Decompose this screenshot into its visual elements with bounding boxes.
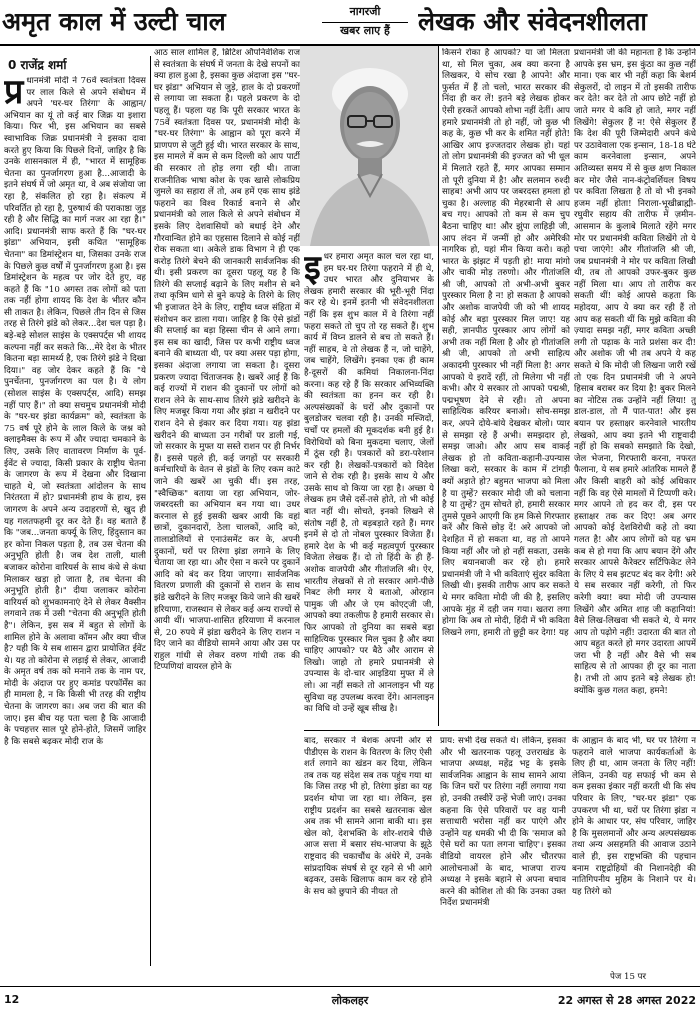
column-divider [438, 46, 439, 726]
column-label-line1: नागरजी [349, 5, 381, 18]
right-article-column-1-text: किसने रोका है आपको? या जो मिलता था, सो मिल चुका, अब क्या करना है लिखकर, ये सोच रखा है आपने! और फुर्सत में हैं तो चलो, भारत सरकार की निंदा ही कर लें! इतने बड़े लेखक होकर ऐसी हरकतें आपको शोभा नहीं देतीं। आप हमारे प्रधानमंत्री तो हो नहीं, जो कुछ भी कह के, कुछ भी कर के शमित नहीं होते! आखिर आप इज्जतदार लेखक हो। यहां तो लोग प्रधानमंत्री की इज्जत को भी धूल में मिलाते रहते हैं, मगर आपका सम्मान तो पूरी दुनिया में है! और सलमान रुश्दी साहब! अभी आप पर जबरदस्त हमला हो चुका है। अल्लाह की मेहरबानी से आप बच गए। आपको तो कम से कम चुप बैठना चाहिए था! और झुंपा लाहिड़ी जी, आप लंदन में जन्मीं हो और अमेरिकी नागरिक हो, यहां मीन किया करो। कहो भारत के झंझट में पड़ती हो! माया मांगो और चाकी मोड़ तरुणो। और गीतांजलि श्री जी, आपको तो अभी-अभी बुकर पुरस्कार मिला है न! हो सकता है आपको और अशोक वाजपेयी जी को भी शायद कोई और बड़ा पुरस्कार मिल जाए! यह सही, ज्ञानपीठ पुरस्कार आप लोगों को अभी तक नहीं मिला है और हो गीतांजलि श्री जी, आपको तो अभी साहित्य अकादमी पुरस्कार भी नहीं मिला है! अगर आपको ये इरादें रहीं, तो मिलेगा भी नहीं कभी। और ये सरकार तो आपको पद्मश्री, पद्मभूषण देने से रही। तो अपना साहित्यिक करियर बनाओ। सोच-समझ कर, अपने दोये-बांये देखकर बोलो। प्यार से समझा रहे हैं अभी। समझदार हो, समझ जाओ। और आप सब वाकई लेखक हो तो कविता-कहानी-उपन्यास लिखा करो, सरकार के काम में टांगड़ी क्यों अड़ाते हो? बहुमत भाजपा को मिला है या तुम्हें? सरकार मोदी जी को चलाना है या तुम्हें? तुम सोचते हो, हमारी सरकार तुमसे पूछने आएगी कि हम किसे गिरफ्तार करें और किसे छोड़ दें! अरे आपको जो देशहित में हो सकता था, वह तो आपने किया नहीं और जो हो नहीं सकता, उसके लिए बयानबाजी कर रहे हो। हमारे प्रधानमंत्री जी ने भी कविताएं सुंदर कविता लिखी थी। इसकी तारीफ आप कर सकते थे मगर कविता मोदी जी की है, इसलिए आपके मुंह में दही जम गया। खतरा लगा होगा कि अब तो मोदी, हिंदी में भी कविता लिखने लगा, हमारी तो छुट्टी कर देगा! यह [442, 48, 570, 638]
publication-name: लोकलहर [331, 994, 369, 1007]
left-article-column-3-text: धर हमारा अमृत काल चल रहा था, हम घर-घर तिरंगा फहराने में ही थे, उधर भारत और दुनियाभर के लेखक हमारी सरकार की भूरी-भूरी निंदा कर रहे थे। इनमें इतनी भी संवेदनशीलता नहीं कि इस शुभ काल में वे तिरंगा नहीं फहरा सकते तो चुप तो रह सकते हैं। शुभ कार्य में विघ्न डालने से बच तो सकते हैं। नहीं साहब, वे तो लेखक हैं न, जो चाहेंगे, जब चाहेंगे, लिखेंगे। इनका एक ही काम है-दूसरों की कमियां निकालना-निंदा करना। कह रहे हैं कि सरकार अभिव्यक्ति की स्वतंत्रता का हनन कर रही है। अल्पसंख्यकों के घरों और दुकानों पर बुलडोजर चलवा रही है। उनकी मस्जिदों, चर्चों पर हमलों की मूकदर्शक बनी हुई है। विरोधियों को बिना मुकदमा चलाए, जेलों में ठूंस रही है। पत्रकारों को डरा-परेशान कर रही है। लेखकों-पत्रकारों को विदेश जाने से रोक रही है। इसके साथ ये और उसके साथ वो किया जा रहा है। अच्छा ये लेखक हम जैसे दर्से-तसे होते, तो भी कोई बात नहीं थी। सोचते, इनको लिखने से संतोष नहीं है, तो बड़बड़ाते रहते हैं। मगर इनमें से दो तो नोबल पुरस्कार विजेता हैं। हमारे देश के भी कई महत्वपूर्ण पुरस्कार विजेता लेखक हैं। दो तो हिंदी के ही हैं-अशोक वाजपेयी और गीतांजलि श्री। ऐर, भारतीय लेखकों से तो सरकार आगे-पीछे निबट लेगी मगर ये बताओ, ओरहान पामुक जी और जे एम कोएट्जी जी, आपको क्या तकलीफ है हमारी सरकार से। फिर आपको तो दुनिया का सबसे बड़ा साहित्यिक पुरस्कार मिल चुका है और क्या चाहिए आपको? पर बैठे और आराम से लिखो। जाहो तो हमारे प्रधानमंत्री से उपन्यास के दो-चार आइडिया मुफ्त में ले लो। आ नहीं सकते तो आनलाइन भी यह सुविधा वह उपलब्ध करवा देंगे। आनलाइन का विधि वो उन्हें खूब सीख है। [304, 252, 434, 715]
left-article-column-1 [4, 76, 146, 966]
left-article-column-3 [304, 252, 434, 718]
right-article-column-2-text: प्रधानमंत्री जी की महानता है कि उन्होंने आपके इस भ्रम, इस कुंठा का कुछ नहीं माना। एक बार भी नहीं कहा कि बेशर्म सेकुलरों, दो लाइन में तो इसकी तारीफ कर देते! कर देते तो आप छोटे नहीं हो जाते मगर ये कवि हो जाते, मगर नहीं लिखेंगे! सेकुलर हैं न! ऐसे सेकुलर हैं कि देश की पूरी जिम्मेदारी अपने कंधे पर उठावेवाला एक इन्सान, 18-18 घंटे काम करनेवाला इन्सान, अपने अतिव्यस्त समय में से कुछ क्षण निकाल कर मोर जैसे नान-कंट्रोवर्शियल विषय पर कविता लिखता है तो वो भी इनको हजम नहीं होता! निराला-भूखीब्राह्मी-रघुवीर सहाय की तारीफ में ज़मीन-आसमान के कुलाबे मिलाते रहेंगे मगर मोर पर प्रधानमंत्री कविता लिखेंगे तो ये पचा जाएंगे! और गीतांजलि श्री जी, जब प्रधानमंत्री ने मोर पर कविता लिखी थी, तब तो आपको उफर-बुकर कुछ नहीं मिला था। आप तो तारीफ कर सकती थीं! कोई आपसे कहता कि महोदया, आप ये क्या कर रही हैं तो आप कह सकती थीं कि मुझे कविता की ज़्यादा समझ नहीं, मगर कविता अच्छी लगी तो पढ़ाक के नाते प्रशंसा कर दी! और अशोक जी भी तब अपने ये कह सकते थे कि मोदी जी लिखना जारी रखें तो एक दिन प्रधानमंत्री जी ने अपने हिसाब बराबर कर दिया है! बुकर मिलने का नोटिस तक उन्होंने नहीं लिया! तु डाल-डाल, तो मैं पात-पात! और इस बयान पर हस्ताक्षर करनेवाले भारतीय लेखको, आप क्या इतने भी राष्ट्रवादी नहीं हो कि सबको समझाते कि देखो, जेल भेजना, गिरफ्तारी करना, नफरत फैलाना, ये सब हमारे आंतरिक मामले हैं और किसी बाहरी को कोई अधिकार नहीं कि वह ऐसे मामलों में टिप्पणी करे। मगर आपने तो हद कर दी, इस पर हस्ताक्षर तक कर दिए! अब अगर आपको कोई देशविरोधी कहे तो क्या गलत है! और आप लोगों को यह भ्रम कब से हो गया कि आप बयान देंगे और सरकार आपसे कैरेक्टर सर्टिफिकेट लेने के लिए ये सब झटपट बंद कर देगी! अरे ये सब सरकार नहीं करेगी, तो फिर करेगी क्या! क्या मोदी जी उपन्यास लिखेंगे और अमित शाह जी कहानियां! वैसे लिख-लिखवा भी सकते थे, ये मगर आप तो पढ़ोगे नहीं! उदारता की बात तो आप बहुत करते हो मगर उदारता आपमें जरा भी है नहीं और वैसे भी सब साहित्य से तो आपका ही दूर का नाता है। तभी तो आप इतने बड़े लेखक हो! क्योंकि कुछ गलत कहा, हमने! [574, 48, 696, 696]
bottom-column-2-text: प्राय: सभी देख सकते थे। लेकिन, इसका और भी खतरनाक पहलू उत्तराखंड के भाजपा अध्यक्ष, महेंद्र भट्ट के इसके सार्वजनिक आह्वान के साथ सामने आया कि जिन घरों पर तिरंगा नहीं लगाया गया हो, उनकी तस्वीरें उन्हें भेजी जाएं। उनका कहना कि ऐसे परिवारों पर वह यानी सत्ताधारी भरोसा नहीं कर पाएंगे और उन्होंने यह धमकी भी दी कि 'समाज को ऐसे घरों का पता लगना चाहिए'। इसका वीडियो वायरल होने और चौतरफा आलोचनाओं के बाद, भाजपा राज्य अध्यक्ष ने इसके बहाने से अपना बचाव करने की कोशिश तो की कि उनका उक्त निर्देश प्रधानमंत्री [440, 736, 566, 909]
portrait-image [300, 46, 438, 246]
bottom-column-3 [572, 736, 696, 966]
left-article-column-1-text: धानमंत्री मोदी ने 76वें स्वतंत्रता दिवस पर लाल किले से अपने संबोधन में अपने 'घर-घर तिरंगा' के आह्वान/अभियान का यूं तो कई बार जिक्र या इशारा किया। फिर भी, इस अभियान का सबसे स्वाभाविक जिक्र प्रधानमंत्री ने इसका दावा करते हुए किया कि पिछले दिनों, जाहिर है कि उनके शासनकाल में ही, "भारत में सामूहिक चेतना का पुनर्जागरण हुआ है...आजादी के इतने संघर्ष में जो अमृत था, वे अब संजोया जा रहा है, संकलित हो रहा है। संकल्प में परिवर्तित हो रहा है, पुरुषार्थ की पराकाष्ठा जुड़ रही है और सिद्धि का मार्ग नजर आ रहा है।" आदि। प्रधानमंत्री साफ करते हैं कि "घर-घर झंडा" अभियान, इसी कथित "सामूहिक चेतना" का डिमांस्ट्रेशन था, जिसका उनके राज के पिछले कुछ वर्षों में पुनर्जागरण हुआ है। इस डिमांस्ट्रेशन के महत्व पर जोर देते हुए, वह कहते हैं कि "10 अगस्त तक लोगों को पता तक नहीं होगा शायद कि देश के भीतर कौन सी ताकत है। लेकिन, पिछले तीन दिन से जिस तरह से तिरंगे झंडे को लेकर...देश चल पड़ा है। बड़े-बड़े सोशल साइंस के एक्सपर्ट्स भी शायद कल्पना नहीं कर सकते कि...मेरे देश के भीतर कितना बड़ा सामर्थ्य है, एक तिरंगे झंडे ने दिखा दिया।" वह जोर देकर कहते हैं कि "ये पुनर्चेतना, पुनर्जागरण का पल है। ये लोग (सोशल साइंस के एक्सपर्ट्स, आदि) समझ नहीं पाए हैं।" तो क्या सचमुच प्रधानमंत्री मोदी के "घर-घर झंडा कार्यक्रम" को, स्वतंत्रता के 75 वर्ष पूरे होने के लाल किले के जश्न को क्लाइमैक्स के रूप में और ज्यादा चमकाने के लिए, उसके लिए वातावरण निर्माण के पूर्व-ईवेंट से ज्यादा, किसी प्रकार के राष्ट्रीय चेतना के जागरण के रूप में देखना और दिखाना चाहते थे, जो स्वतंत्रता आंदोलन के साथ निरंतरता में हो? प्रधानमंत्री हाथ के हाथ, इस जागरण के अपने अन्य उदाहरणों से, खुद ही यह गलतफहमी दूर कर देते हैं। वह बताते हैं कि "जब...जनता कर्फ्यू के लिए, हिंदुस्तान का हर कोना निकल पड़ता है, तब उस चेतना की अनुभूति होती है। जब देश ताली, थाली बजाकर कोरोना वारियर्स के साथ कंधे से कंधा मिलाकर खड़ा हो जाता है, तब चेतना की अनुभूति होती है।" दीया जलाकर कोरोना वारियर्स को शुभकामनाएं देने से लेकर वैक्सीन लगवाने तक में उसी "चेतना की अनुभूति होती है"। लेकिन, इस सब में बहुत से लोगों के शामिल होने के अलावा कॉमन और क्या चीज है? यही कि ये सब शासन द्वारा प्रायोजित ईवेंट थे। यह तो कोरोना से लड़ाई से लेकर, आजादी के अमृत वर्ष तक को मनाने तक के नाम पर, मोदी के अंदाज पर हुए कमांड परफॉर्मेंस का ही मामला है, न कि किसी भी तरह की राष्ट्रीय चेतना के जागरण का। अब जरा की बात की जाए। इस बीच यह पता चला है कि आजादी के पचहत्तर साल पूरे होने-होते, जिसमें जाहिर है कि सबसे बढ़कर मोदी राज के [4, 76, 146, 747]
author-byline: 0 राजेंद्र शर्मा [8, 58, 67, 72]
column-divider [150, 56, 151, 966]
right-article-column-1 [442, 48, 570, 726]
left-article-column-2-text: आठ साल शामिल हैं, ब्रिटिश औपनिवेशिक राज से स्वतंत्रता के संघर्ष में जनता के देखे सपनों का क्या हाल हुआ है, इसका कुछ अंदाजा इस "घर-घर झंडा" अभियान से जुड़े, हाल के दो प्रकरणों से लगाया जा सकता है। पहले प्रकरण के दो पहलू हैं। पहला यह कि पूरी सरकार भारत के 75वें स्वतंत्रता दिवस पर, प्रधानमंत्री मोदी के "घर-घर तिरंगा" के आह्वान को पूरा करने में प्राणपण से जुटी हुई थी। भारत सरकार के साथ, इस मामले में कम से कम दिल्ली को आप पार्टी की सरकार तो होड़ लगा रही थी। ताजा राजनीतिक भाषा कोश के एक खासे लोकप्रिय जुमले का सहारा लें तो, अब हमें एक साथ झंडे फहराने का विश्व रिकार्ड बनाने से और प्रधानमंत्री को लाल किले से अपने संबोधन में इसके लिए देशवासियों को बधाई देने और गौरवान्वित होने का एहसास दिलाने से कोई नहीं रोक सकता था। अकेले डाक विभाग ने ही एक करोड़ तिरंगे बेचने की जानकारी सार्वजनिक की थी। इसी प्रकरण का दूसरा पहलू यह है कि तिरंगे की सप्लाई बढ़ाने के लिए मशीन से बने तथा कृत्रिम धागे से बुने कपड़े के तिरंगे के लिए भी इजाजत देने के लिए, राष्ट्रीय ध्वज संहिता में संशोधन कर डाला गया। जाहिर है कि ऐसे झंडों की सप्लाई का बड़ा हिस्सा चीन से आने लगा। इस सब का खादी, जिस पर कभी राष्ट्रीय ध्वज बनाने की बाध्यता थी, पर क्या असर पड़ा होगा, इसका अंदाजा लगाया जा सकता है। दूसरा प्रकरण ज्यादा चिंताजनक है। खबरें आई हैं कि कई राज्यों में राशन की दुकानों पर लोगों को राशन लेने के साथ-साथ तिरंगे झंडे खरीदने के लिए मजबूर किया गया और झंडा न खरीदने पर राशन देने से इंकार कर दिया गया। यह झंडा खरीदने की बाध्यता उन गरीबों पर डाली गई, जो सरकार के मुफ्त या सस्ते राशन पर ही निर्भर हैं। इससे पहले ही, कई जगहों पर सरकारी कर्मचारियों के वेतन से झंडों के लिए रकम काटे जाने की खबरें आ चुकी थीं। इस तरह, "स्वैच्छिक" बताया जा रहा अभियान, जोर-जबरदस्ती का अभियान बन गया था। उधर करनाल से हुई इसकी खबर आयी कि वहां छात्रों, दुकानदारों, ठेला चालकों, आदि को, तालाडोलियों से एनाउंसमेंट कर के, अपनी दुकानों, घरों पर तिरंगा झंडा लगाने के लिए चेताया जा रहा था। और ऐसा न करने पर दुकानें आदि को बंद कर दिया जाएगा। सार्वजनिक वितरण प्रणाली की दुकानों से राशन के साथ झंडे खरीदने के लिए मजबूर किये जाने की खबरें हरियाणा, राजस्थान से लेकर कई अन्य राज्यों से आयी थीं। भाजपा-शासित हरियाणा में करनाल से, 20 रुपये में झंडा खरीदने के लिए राशन न दिए जाने का वीडियो सामने आया और उस पर राहुल गांधी से लेकर वरुण गांधी तक की टिप्पणियां वायरल होने के [154, 48, 300, 673]
bottom-column-2 [440, 736, 566, 966]
page-number: 12 [4, 993, 20, 1006]
left-article-headline: अमृत काल में उल्टी चाल [2, 7, 226, 36]
page-footer [0, 986, 700, 1010]
right-article-headline: लेखक और संवेदनशीलता [418, 7, 647, 36]
continued-on-page: पेज 15 पर [610, 972, 647, 982]
column-label [322, 4, 408, 38]
left-article-column-2 [154, 48, 300, 966]
drop-cap: प्र [4, 76, 24, 112]
issue-date: 22 अगस्त से 28 अगस्त 2022 [557, 994, 696, 1007]
right-article-column-2 [574, 48, 696, 726]
drop-cap: इ [304, 252, 321, 288]
bottom-column-3-text: के आह्वान के बाद भी, घर पर तिरंगा न फहराने वाले भाजपा कार्यकर्ताओं के लिए ही था, आम जनता के लिए नहीं! लेकिन, उनकी यह सफाई भी कम से कम इसका इंकार नहीं करती थी कि संघ परिवार के लिए, "घर-घर झंडा" एक उपकरण भी था, घरों पर तिरंगा झंडा न होने के आधार पर, संघ परिवार, जाहिर है कि मुसलमानों और अन्य अल्पसंख्यक तथा अन्य असहमति की आवाज उठाने वाले ही, इस राष्ट्रभक्ति की पहचान बनाम राष्ट्रद्रोहियों की निशानदेही की नातिगिपनीय मुहिम के निशाने पर थे। यह तिरंगे को [572, 736, 696, 897]
column-label-line2: खबर लाए हैं [340, 24, 390, 37]
bottom-column-1-text: बाद, सरकार ने बेशक अपनी ओर से पीडीएस के राशन के वितरण के लिए ऐसी शर्त लगाने का खंडन कर दिया, लेकिन तब तक यह संदेश सब तक पहुंच गया था कि जिस तरह भी हो, तिरंगा झंडा का यह प्रदर्शन थोपा जा रहा था। लेकिन, इस राष्ट्रीय प्रदर्शन का सबसे खतरनाक खेल अब तक भी सामने आना बाकी था। इस खेल को, देशभक्ति के शोर-शराबे पीछे आज सत्ता में बसार संघ-भाजपा के झूठे राष्ट्रवाद की चकाचौंध के अंधेरे में, उनके सांप्रदायिक संघर्ष से दूर रहने से भी आगे बढ़कर, उसके खिलाफ काम कर रहे होने के सच को छुपाने की नीयत तो [304, 736, 432, 897]
section-rule [304, 730, 700, 731]
bottom-column-1 [304, 736, 432, 966]
author-photo [300, 46, 438, 246]
